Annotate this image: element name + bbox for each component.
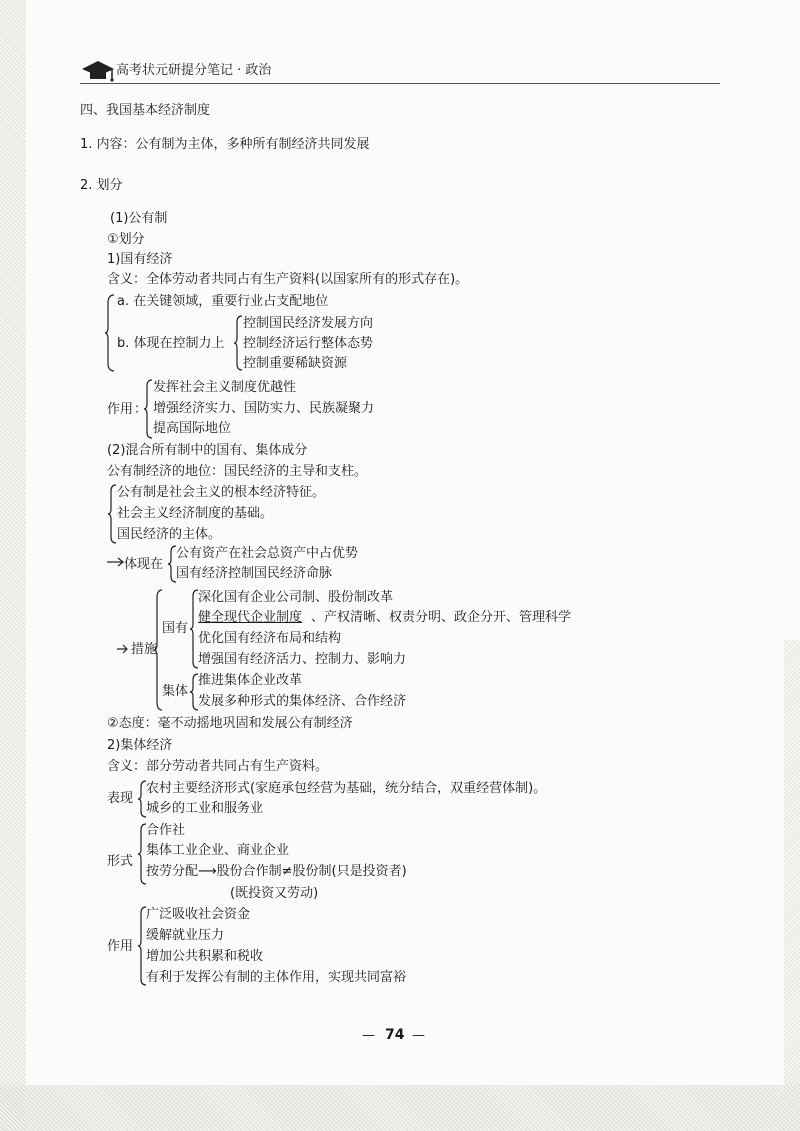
mixed-ownership: (2)混合所有制中的国有、集体成分	[107, 443, 308, 458]
brace-control	[233, 314, 243, 372]
status-item-1: 公有制是社会主义的根本经济特征。	[117, 485, 326, 500]
arrow-icon	[117, 644, 131, 654]
form-item-3: 按劳分配⟶股份合作制≠股份制(只是投资者)	[146, 864, 407, 879]
scan-edge-right	[784, 640, 800, 1131]
collective-meaning: 含义：部分劳动者共同占有生产资料。	[107, 759, 329, 774]
colon-mark: ：	[134, 402, 148, 417]
state-measures-label: 国有	[162, 621, 189, 636]
scan-edge-left	[0, 0, 26, 1131]
collective-role-item-4: 有利于发挥公有制的主体作用，实现共同富裕	[146, 970, 407, 985]
state-role-item-1: 发挥社会主义制度优越性	[153, 380, 297, 395]
control-item-1: 控制国民经济发展方向	[243, 316, 374, 331]
brace-status	[107, 483, 117, 545]
form-item-4: (既投资又劳动)	[230, 886, 319, 901]
state-measure-3: 优化国有经济布局和结构	[198, 631, 342, 646]
page-number: 74	[385, 1027, 405, 1043]
collective-role-item-3: 增加公共积累和税收	[146, 949, 264, 964]
form-item-2: 集体工业企业、商业企业	[146, 843, 290, 858]
header-title: 高考状元研提分笔记 · 政治	[116, 63, 272, 78]
manifest-item-2: 城乡的工业和服务业	[146, 801, 264, 816]
state-measure-2: 健全现代企业制度	[198, 610, 303, 625]
state-role-label: 作用	[107, 402, 134, 417]
page-dash-right: —	[412, 1028, 425, 1043]
control-item-2: 控制经济运行整体态势	[243, 336, 374, 351]
state-economy-heading: 1)国有经济	[107, 252, 173, 267]
brace-state-role	[143, 378, 153, 440]
embody-item-2: 国有经济控制国民经济命脉	[176, 566, 333, 581]
control-item-3: 控制重要稀缺资源	[243, 356, 348, 371]
collective-role-item-2: 缓解就业压力	[146, 928, 225, 943]
form-item-1: 合作社	[146, 823, 186, 838]
collective-role-item-1: 广泛吸收社会资金	[146, 907, 251, 922]
embody-label: 体现在	[124, 557, 164, 572]
point-content: 1. 内容：公有制为主体，多种所有制经济共同发展	[80, 137, 370, 152]
public-status: 公有制经济的地位：国民经济的主导和支柱。	[107, 464, 368, 479]
collective-measure-1: 推进集体企业改革	[198, 673, 303, 688]
collective-measures-label: 集体	[162, 684, 189, 699]
form-label: 形式	[107, 854, 134, 869]
attitude: ②态度：毫不动摇地巩固和发展公有制经济	[107, 716, 353, 731]
section-title: 四、我国基本经济制度	[80, 103, 211, 118]
status-item-2: 社会主义经济制度的基础。	[117, 506, 274, 521]
scan-edge-bottom	[0, 1085, 800, 1131]
collective-heading: 2)集体经济	[107, 738, 173, 753]
state-role-item-3: 提高国际地位	[153, 421, 232, 436]
state-measure-2-detail: 、产权清晰、权责分明、政企分开、管理科学	[311, 610, 572, 625]
state-feature-a: a. 在关键领域，重要行业占支配地位	[117, 294, 329, 309]
status-item-3: 国民经济的主体。	[117, 527, 222, 542]
page-dash-left: —	[362, 1028, 375, 1043]
collective-measure-2: 发展多种形式的集体经济、合作经济	[198, 694, 407, 709]
collective-role-label: 作用	[107, 939, 134, 954]
header-rule	[80, 83, 720, 84]
point-division: 2. 划分	[80, 178, 123, 193]
state-measure-1: 深化国有企业公司制、股份制改革	[198, 590, 394, 605]
graduation-cap-icon	[80, 55, 116, 83]
manifest-label: 表现	[107, 791, 134, 806]
state-measure-4: 增强国有经济活力、控制力、影响力	[198, 652, 407, 667]
public-sub-heading: ①划分	[107, 232, 145, 247]
state-feature-b: b. 体现在控制力上	[117, 336, 225, 351]
public-heading: (1)公有制	[110, 211, 168, 226]
brace-state-features	[104, 293, 116, 373]
embody-item-1: 公有资产在社会总资产中占优势	[176, 546, 359, 561]
state-role-item-2: 增强经济实力、国防实力、民族凝聚力	[153, 401, 375, 416]
manifest-item-1: 农村主要经济形式(家庭承包经营为基础，统分结合，双重经营体制)。	[146, 781, 547, 796]
measures-label: 措施	[131, 642, 158, 657]
state-economy-meaning: 含义：全体劳动者共同占有生产资料(以国家所有的形式存在)。	[107, 272, 469, 287]
